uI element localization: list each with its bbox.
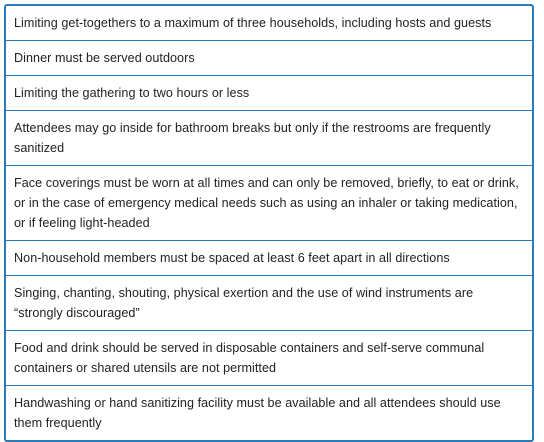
table-row: Food and drink should be served in disposable containers and self-serve communal containers or shared utensils are not permitted (6, 331, 532, 386)
table-row: Non-household members must be spaced at least 6 feet apart in all directions (6, 241, 532, 276)
table-row: Dinner must be served outdoors (6, 41, 532, 76)
table-row: Limiting the gathering to two hours or less (6, 76, 532, 111)
table-row: Singing, chanting, shouting, physical exertion and the use of wind instruments are “strongly discouraged” (6, 276, 532, 331)
table-row: Handwashing or hand sanitizing facility must be available and all attendees should use them frequently (14, 396, 501, 430)
table-row: Attendees may go inside for bathroom breaks but only if the restrooms are frequently sanitized (6, 111, 532, 166)
table-row: Face coverings must be worn at all times and can only be removed, briefly, to eat or drink, or in the case of emergency medical needs such as using an inhaler or taking medication, or if feeling light-headed (6, 166, 532, 241)
table-row: Limiting get-togethers to a maximum of three households, including hosts and guests (6, 6, 532, 41)
rules-table (4, 4, 534, 442)
